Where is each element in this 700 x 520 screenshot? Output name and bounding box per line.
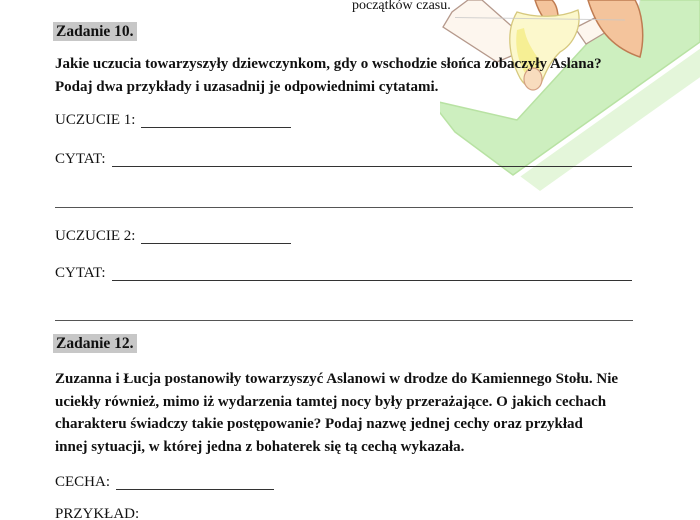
example-label: PRZYKŁAD: bbox=[55, 506, 140, 520]
task12-question-line1: Zuzanna i Łucja postanowiły towarzyszyć Aslanowi w drodze do Kamiennego Stołu. Nie bbox=[55, 371, 619, 387]
task12-question-line2: uciekły również, mimo iż wydarzenia tamtej nocy były przerażające. O jakich cechach bbox=[55, 393, 607, 410]
feeling1-answer-blank bbox=[141, 127, 291, 128]
task12-question bbox=[55, 368, 618, 458]
quote1-continuation-line bbox=[55, 207, 633, 208]
feeling1-label: UCZUCIE 1: bbox=[55, 112, 136, 128]
quote2-field bbox=[55, 265, 632, 282]
trait-label: CECHA: bbox=[55, 474, 111, 490]
task12-question-line3: charakteru świadczy takie postępowanie? Podaj nazwę jednej cechy oraz przykład bbox=[55, 416, 583, 432]
feeling2-answer-blank bbox=[141, 243, 291, 244]
task10-question-line2: Podaj dwa przykłady i uzasadnij je odpowiednimi cytatami. bbox=[55, 79, 439, 95]
quote1-label: CYTAT: bbox=[55, 151, 106, 167]
feeling2-label: UCZUCIE 2: bbox=[55, 228, 136, 244]
feeling2-field bbox=[55, 228, 291, 245]
previous-paragraph-fragment: początków czasu. bbox=[352, 0, 451, 13]
quote2-label: CYTAT: bbox=[55, 265, 106, 281]
quote2-answer-blank bbox=[112, 280, 632, 281]
trait-field bbox=[55, 474, 274, 491]
task10-question-line1: Jakie uczucia towarzyszyły dziewczynkom, gdy o wschodzie słońca zobaczyły Aslana? bbox=[55, 56, 602, 72]
task10-question bbox=[55, 53, 602, 99]
task12-header: Zadanie 12. bbox=[53, 334, 137, 353]
example-field bbox=[55, 506, 139, 520]
clipart-girl-checkmark bbox=[440, 0, 700, 200]
feeling1-field bbox=[55, 112, 291, 129]
task10-header: Zadanie 10. bbox=[53, 22, 137, 41]
quote1-field bbox=[55, 151, 632, 168]
quote2-continuation-line bbox=[55, 320, 633, 321]
trait-answer-blank bbox=[116, 489, 274, 490]
task12-question-line4: innej sytuacji, w której jedna z bohaterek się tą cechą wykazała. bbox=[55, 438, 465, 455]
quote1-answer-blank bbox=[112, 166, 632, 167]
